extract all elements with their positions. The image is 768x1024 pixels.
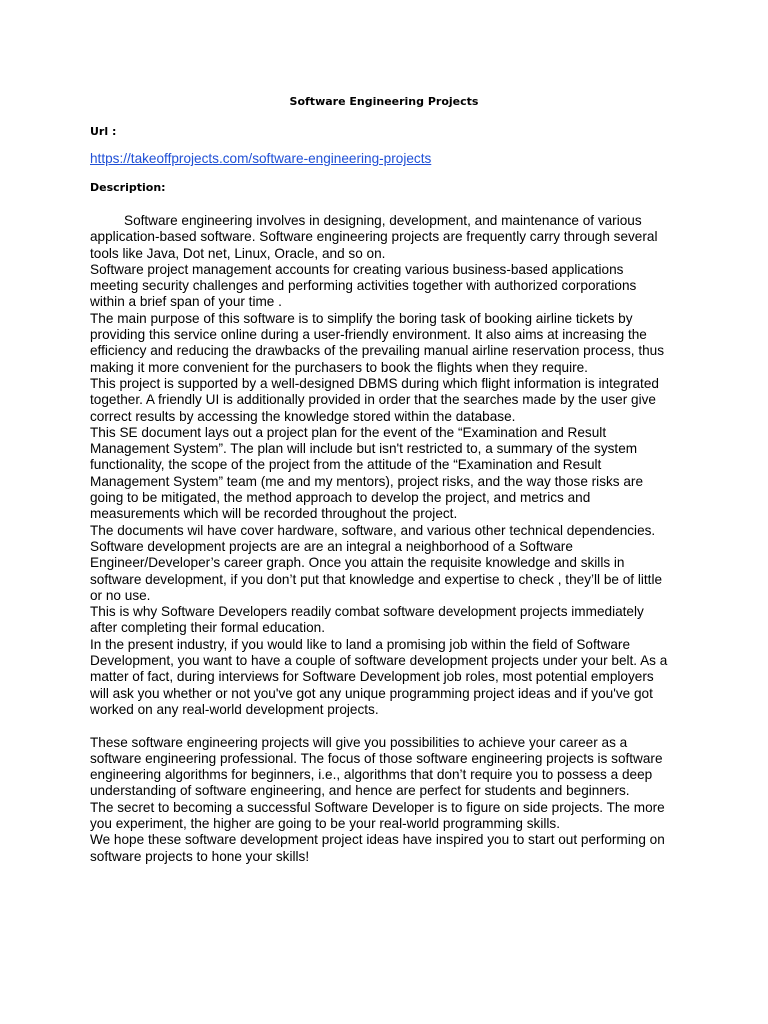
text-line: understanding of software engineering, and hence are perfect for students and beginners. <box>90 783 630 799</box>
blank-line <box>90 718 690 734</box>
text-line: This SE document lays out a project plan for the event of the “Examination and Result <box>90 424 607 440</box>
text-line: meeting security challenges and performing activities together with authorized corporations <box>90 278 637 294</box>
text-line: within a brief span of your time . <box>90 294 282 310</box>
text-line: This is why Software Developers readily combat software development projects immediately <box>90 604 644 620</box>
project-url-link[interactable]: https://takeoffprojects.com/software-engineering-projects <box>90 151 432 166</box>
text-line: Software development projects are are an integral a neighborhood of a Software <box>90 538 573 554</box>
text-line: software engineering professional. The focus of those software engineering projects is software <box>90 750 663 766</box>
text-line: correct results by accessing the knowledge stored within the database. <box>90 408 516 424</box>
text-line: In the present industry, if you would like to land a promising job within the field of Software <box>90 636 631 652</box>
text-line: measurements which will be recorded throughout the project. <box>90 506 458 522</box>
text-line: Software engineering involves in designing, development, and maintenance of various <box>124 213 642 228</box>
text-line: making it more convenient for the purchasers to book the flights when they require. <box>90 359 588 375</box>
text-line: This project is supported by a well-designed DBMS during which flight information is integrated <box>90 375 659 391</box>
text-line: engineering algorithms for beginners, i.e., algorithms that don’t require you to possess a deep <box>90 767 653 783</box>
text-line: software projects to hone your skills! <box>90 848 310 864</box>
text-line: The main purpose of this software is to simplify the boring task of booking airline tickets by <box>90 310 633 326</box>
text-line: software development, if you don’t put that knowledge and expertise to check , they’ll be of little <box>90 571 663 587</box>
text-line: together. A friendly UI is additionally provided in order that the searches made by the user give <box>90 392 656 408</box>
text-line: or no use. <box>90 587 151 603</box>
text-line: Engineer/Developer’s career graph. Once you attain the requisite knowledge and skills in <box>90 555 625 571</box>
text-line: Management System”. The plan will include but isn't restricted to, a summary of the system <box>90 441 638 457</box>
description-label: Description: <box>90 181 166 194</box>
text-line: matter of fact, during interviews for Software Development job roles, most potential employers <box>90 669 654 685</box>
text-line: The secret to becoming a successful Software Developer is to figure on side projects. The more <box>90 799 665 815</box>
text-line: after completing their formal education. <box>90 620 325 636</box>
text-line: you experiment, the higher are going to be your real-world programming skills. <box>90 815 560 831</box>
text-line: tools like Java, Dot net, Linux, Oracle, and so on. <box>90 245 386 261</box>
description-body <box>90 213 690 865</box>
text-line: Management System” team (me and my mentors), project risks, and the way those risks are <box>90 473 644 489</box>
text-line: Development, you want to have a couple of software development projects under your belt. As a <box>90 653 668 669</box>
document-title: Software Engineering Projects <box>289 95 479 108</box>
url-label: Url : <box>90 125 117 138</box>
text-line: will ask you whether or not you've got any unique programming project ideas and if you've got <box>90 685 653 701</box>
text-line: We hope these software development project ideas have inspired you to start out performing on <box>90 832 665 848</box>
text-line: worked on any real-world development projects. <box>90 701 379 717</box>
text-line: providing this service online during a user-friendly environment. It also aims at increasing the <box>90 327 647 343</box>
text-line: functionality, the scope of the project from the attitude of the “Examination and Result <box>90 457 602 473</box>
text-line: These software engineering projects will give you possibilities to achieve your career as a <box>90 734 628 750</box>
text-line: Software project management accounts for creating various business-based applications <box>90 261 624 277</box>
text-line: The documents wil have cover hardware, software, and various other technical dependencies. <box>90 522 656 538</box>
text-line: application-based software. Software engineering projects are frequently carry through several <box>90 229 658 245</box>
text-line: efficiency and reducing the drawbacks of the prevailing manual airline reservation process, thus <box>90 343 665 359</box>
text-line: going to be mitigated, the method approach to develop the project, and metrics and <box>90 490 591 506</box>
